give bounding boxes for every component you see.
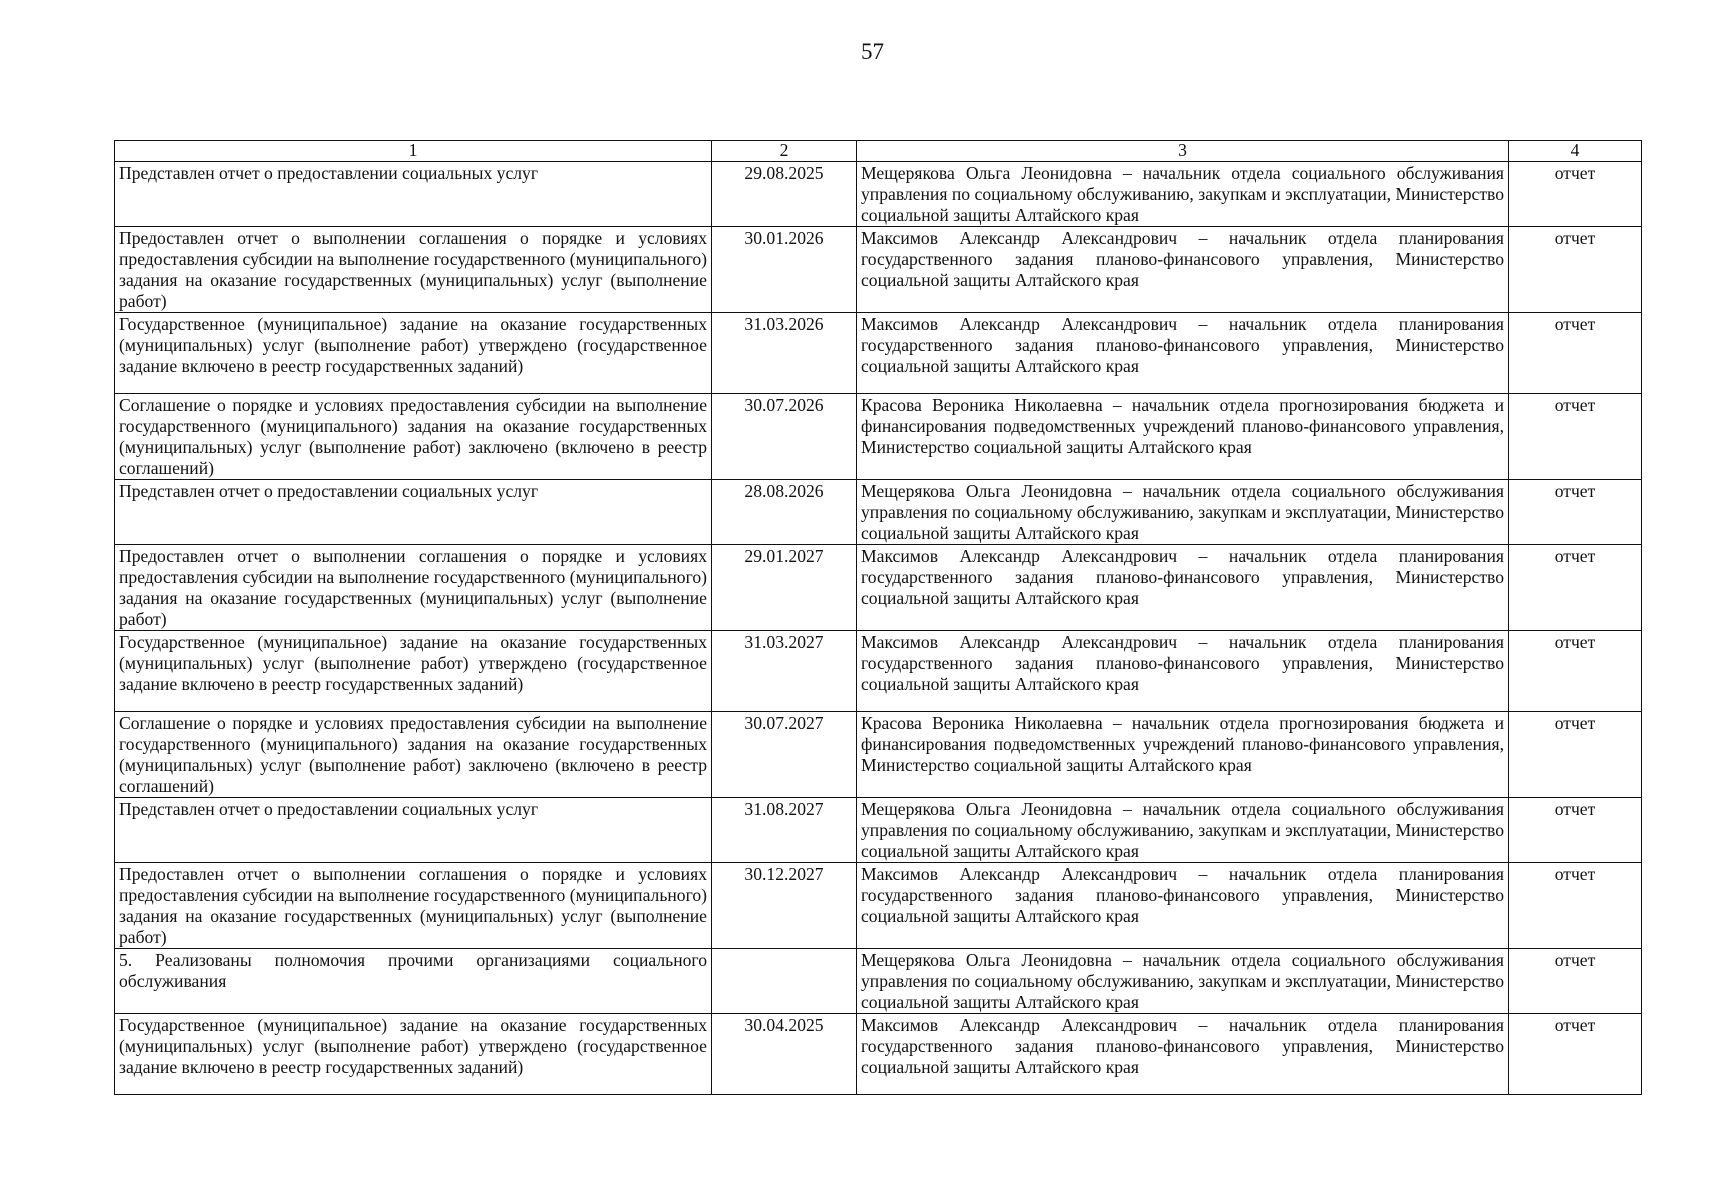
table-row xyxy=(115,313,1642,394)
date-cell: 30.07.2026 xyxy=(712,394,857,480)
event-cell: Предоставлен отчет о выполнении соглашения о порядке и условиях предоставления субсидии на выполнение государственного (муниципального) задания на оказание государственных (муниципальных) услуг (выполнение работ) xyxy=(115,863,712,949)
table-row xyxy=(115,949,1642,1014)
table-row xyxy=(115,712,1642,798)
event-cell: Предоставлен отчет о выполнении соглашения о порядке и условиях предоставления субсидии на выполнение государственного (муниципального) задания на оказание государственных (муниципальных) услуг (выполнение работ) xyxy=(115,545,712,631)
document-cell: отчет xyxy=(1509,227,1642,313)
table-row xyxy=(115,863,1642,949)
page-number: 57 xyxy=(861,39,884,64)
event-cell: Государственное (муниципальное) задание на оказание государственных (муниципальных) услуг (выполнение работ) утверждено (государственное задание включено в реестр государственных заданий) xyxy=(115,631,712,712)
responsible-cell: Красова Вероника Николаевна – начальник отдела прогнозирования бюджета и финансирования подведомственных учреждений планово-финансового управления, Министерство социальной защиты Алтайского края xyxy=(857,394,1509,480)
event-cell: Представлен отчет о предоставлении социальных услуг xyxy=(115,480,712,545)
date-cell xyxy=(712,949,857,1014)
document-table xyxy=(114,140,1642,1095)
table-row xyxy=(115,480,1642,545)
responsible-cell: Мещерякова Ольга Леонидовна – начальник отдела социального обслуживания управления по социальному обслуживанию, закупкам и эксплуатации, Министерство социальной защиты Алтайского края xyxy=(857,480,1509,545)
date-cell: 31.03.2027 xyxy=(712,631,857,712)
responsible-cell: Максимов Александр Александрович – начальник отдела планирования государственного задания планово-финансового управления, Министерство социальной защиты Алтайского края xyxy=(857,227,1509,313)
document-cell: отчет xyxy=(1509,798,1642,863)
event-cell: Государственное (муниципальное) задание на оказание государственных (муниципальных) услуг (выполнение работ) утверждено (государственное задание включено в реестр государственных заданий) xyxy=(115,1014,712,1095)
responsible-cell: Максимов Александр Александрович – начальник отдела планирования государственного задания планово-финансового управления, Министерство социальной защиты Алтайского края xyxy=(857,863,1509,949)
column-header: 3 xyxy=(857,141,1509,162)
header-row xyxy=(115,141,1642,162)
date-cell: 29.01.2027 xyxy=(712,545,857,631)
responsible-cell: Мещерякова Ольга Леонидовна – начальник отдела социального обслуживания управления по социальному обслуживанию, закупкам и эксплуатации, Министерство социальной защиты Алтайского края xyxy=(857,798,1509,863)
responsible-cell: Максимов Александр Александрович – начальник отдела планирования государственного задания планово-финансового управления, Министерство социальной защиты Алтайского края xyxy=(857,1014,1509,1095)
document-cell: отчет xyxy=(1509,480,1642,545)
responsible-cell: Максимов Александр Александрович – начальник отдела планирования государственного задания планово-финансового управления, Министерство социальной защиты Алтайского края xyxy=(857,631,1509,712)
document-cell: отчет xyxy=(1509,162,1642,227)
event-cell: Соглашение о порядке и условиях предоставления субсидии на выполнение государственного (муниципального) задания на оказание государственных (муниципальных) услуг (выполнение работ) заключено (включено в реестр соглашений) xyxy=(115,394,712,480)
event-cell: Представлен отчет о предоставлении социальных услуг xyxy=(115,798,712,863)
event-cell: Государственное (муниципальное) задание на оказание государственных (муниципальных) услуг (выполнение работ) утверждено (государственное задание включено в реестр государственных заданий) xyxy=(115,313,712,394)
column-header: 2 xyxy=(712,141,857,162)
responsible-cell: Максимов Александр Александрович – начальник отдела планирования государственного задания планово-финансового управления, Министерство социальной защиты Алтайского края xyxy=(857,545,1509,631)
date-cell: 30.12.2027 xyxy=(712,863,857,949)
event-cell: 5. Реализованы полномочия прочими организациями социального обслуживания xyxy=(115,949,712,1014)
document-cell: отчет xyxy=(1509,631,1642,712)
document-cell: отчет xyxy=(1509,313,1642,394)
date-cell: 30.01.2026 xyxy=(712,227,857,313)
date-cell: 28.08.2026 xyxy=(712,480,857,545)
column-header: 4 xyxy=(1509,141,1642,162)
responsible-cell: Максимов Александр Александрович – начальник отдела планирования государственного задания планово-финансового управления, Министерство социальной защиты Алтайского края xyxy=(857,313,1509,394)
document-cell: отчет xyxy=(1509,1014,1642,1095)
responsible-cell: Красова Вероника Николаевна – начальник отдела прогнозирования бюджета и финансирования подведомственных учреждений планово-финансового управления, Министерство социальной защиты Алтайского края xyxy=(857,712,1509,798)
date-cell: 31.03.2026 xyxy=(712,313,857,394)
event-cell: Предоставлен отчет о выполнении соглашения о порядке и условиях предоставления субсидии на выполнение государственного (муниципального) задания на оказание государственных (муниципальных) услуг (выполнение работ) xyxy=(115,227,712,313)
table-row xyxy=(115,798,1642,863)
document-cell: отчет xyxy=(1509,863,1642,949)
responsible-cell: Мещерякова Ольга Леонидовна – начальник отдела социального обслуживания управления по социальному обслуживанию, закупкам и эксплуатации, Министерство социальной защиты Алтайского края xyxy=(857,162,1509,227)
event-cell: Соглашение о порядке и условиях предоставления субсидии на выполнение государственного (муниципального) задания на оказание государственных (муниципальных) услуг (выполнение работ) заключено (включено в реестр соглашений) xyxy=(115,712,712,798)
table-row xyxy=(115,227,1642,313)
table-row xyxy=(115,1014,1642,1095)
date-cell: 30.04.2025 xyxy=(712,1014,857,1095)
table-row xyxy=(115,394,1642,480)
document-cell: отчет xyxy=(1509,949,1642,1014)
document-cell: отчет xyxy=(1509,545,1642,631)
date-cell: 31.08.2027 xyxy=(712,798,857,863)
table-row xyxy=(115,631,1642,712)
document-cell: отчет xyxy=(1509,394,1642,480)
event-cell: Представлен отчет о предоставлении социальных услуг xyxy=(115,162,712,227)
responsible-cell: Мещерякова Ольга Леонидовна – начальник отдела социального обслуживания управления по социальному обслуживанию, закупкам и эксплуатации, Министерство социальной защиты Алтайского края xyxy=(857,949,1509,1014)
column-header: 1 xyxy=(115,141,712,162)
document-cell: отчет xyxy=(1509,712,1642,798)
date-cell: 29.08.2025 xyxy=(712,162,857,227)
table-row xyxy=(115,545,1642,631)
table-row xyxy=(115,162,1642,227)
date-cell: 30.07.2027 xyxy=(712,712,857,798)
